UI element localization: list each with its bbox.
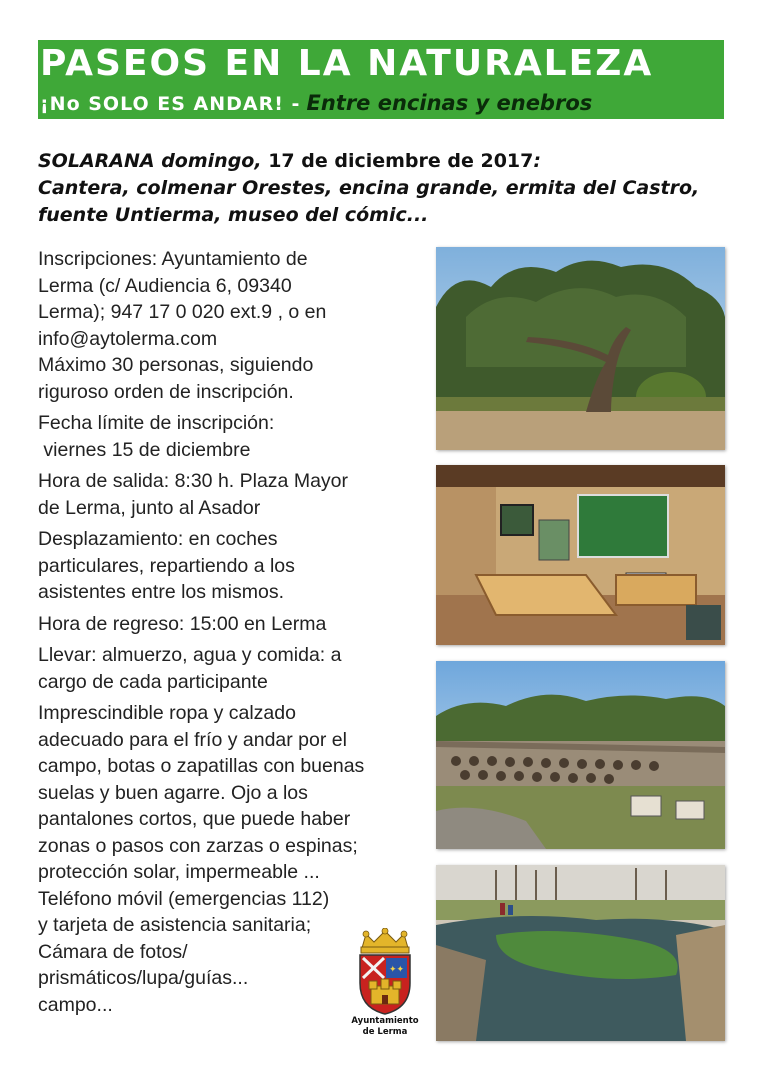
holm-oak-tree-photo [436, 247, 725, 450]
subtitle-theme: Entre encinas y enebros [306, 91, 593, 115]
svg-text:✦✦: ✦✦ [388, 965, 405, 975]
logo-caption: Ayuntamiento de Lerma [351, 1016, 419, 1037]
page-title: PASEOS EN LA NATURALEZA [40, 43, 654, 84]
coat-of-arms-icon [344, 928, 426, 1016]
event-intro [38, 148, 728, 229]
route-line-2: fuente Untierma, museo del cómic... [38, 204, 429, 226]
event-colon: : [533, 150, 541, 172]
stone-beehive-wall-photo [436, 661, 725, 849]
title-banner [38, 40, 724, 119]
event-details [38, 246, 428, 1018]
subtitle-slogan: ¡No SOLO ES ANDAR! - [40, 93, 301, 115]
event-place-day: SOLARANA domingo, [38, 150, 262, 172]
transport-info: Desplazamiento: en coches particulares, repartiendo a los asistentes entre los mismos. [38, 528, 295, 603]
registration-info: Inscripciones: Ayuntamiento de Lerma (c/ Audiencia 6, 09340 Lerma); 947 17 0 020 ext.9 , o en info@aytolerma.com Máximo 30 personas, siguiendo riguroso orden de inscripción. [38, 248, 327, 403]
bring-info: Llevar: almuerzo, agua y comida: a cargo de cada participante [38, 644, 342, 693]
return-info: Hora de regreso: 15:00 en Lerma [38, 612, 327, 635]
municipality-logo [344, 928, 426, 1043]
route-line-1: Cantera, colmenar Orestes, encina grande, ermita del Castro, [38, 177, 700, 199]
departure-info: Hora de salida: 8:30 h. Plaza Mayor de Lerma, junto al Asador [38, 470, 349, 519]
spring-pond-photo [436, 865, 725, 1041]
equipment-info: Imprescindible ropa y calzado adecuado para el frío y andar por el campo, botas o zapatillas con buenas suelas y buen agarre. Ojo a los pantalones cortos, que puede haber zonas o pasos con zarzas o espinas; protección solar, impermeable ... Teléfono móvil (emergencias 112) y tarjeta de asistencia sanitaria; Cámara de fotos/ prismáticos/lupa/guías... campo... [38, 702, 365, 1016]
museum-interior-photo [436, 465, 725, 645]
banner-subtitle [40, 91, 592, 115]
event-date-line [38, 148, 728, 175]
event-date: 17 de diciembre de 2017 [261, 150, 534, 172]
email-text: info@aytolerma.com [38, 327, 218, 350]
deadline-info: Fecha límite de inscripción: viernes 15 de diciembre [38, 412, 275, 461]
